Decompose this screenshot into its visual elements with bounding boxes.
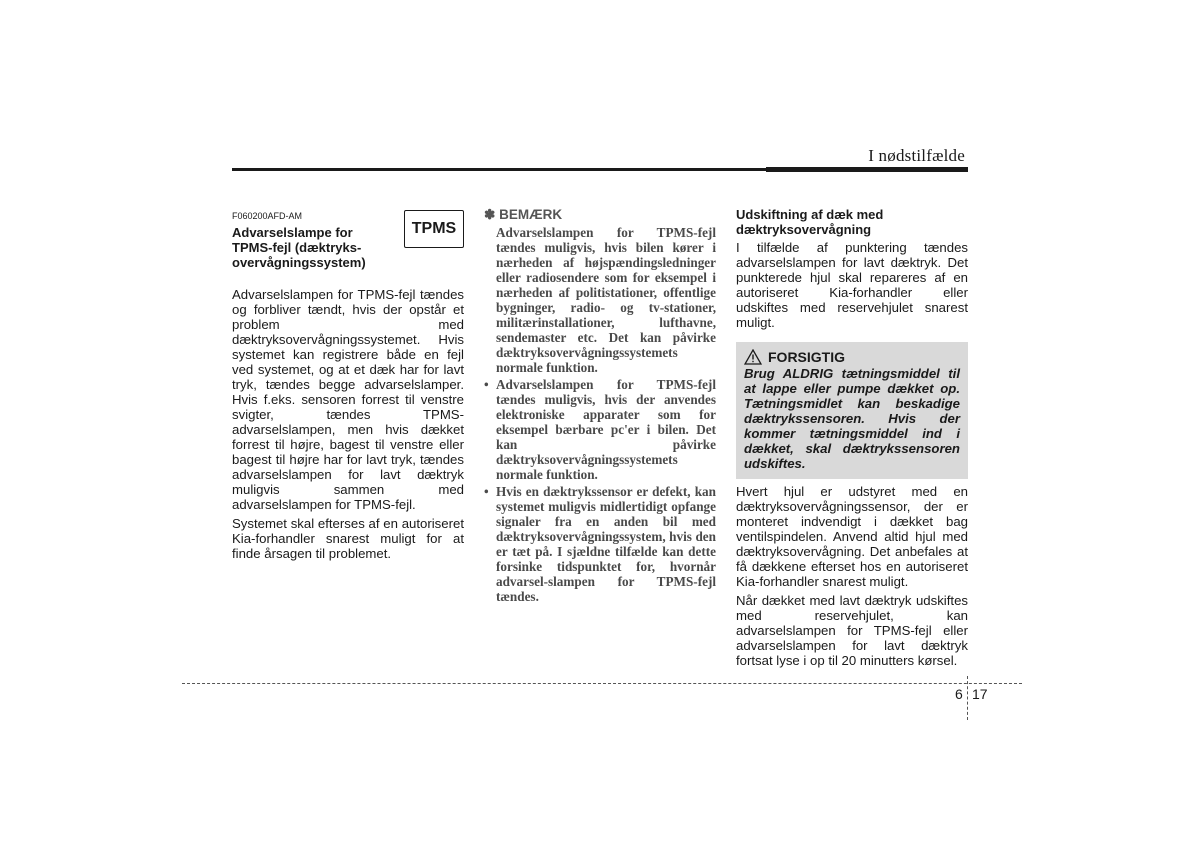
note-item-text: Advarselslampen for TPMS-fejl tændes muligvis, hvis bilen kører i nærheden af højspændingsledninger eller radiosendere som for eksempel i nærheden af politistationer, offentlige bygninger, radio- og tv-stationer, militærinstallationer, lufthavne, sendemaster etc. Det kan påvirke dæktryksovervågningssystemets normale funktion. — [496, 225, 716, 375]
bullet: • — [484, 377, 489, 392]
chapter-number: 6 — [955, 686, 963, 702]
body-paragraph: Hvert hjul er udstyret med en dæktryksovervågningssensor, der er monteret indvendigt i dækket bag ventilspindelen. Anvend altid hjul med dæktryksovervågning. Det anbefales at få dækkene efterset hos en autoriseret Kia-forhandler snarest muligt. — [736, 484, 968, 589]
caution-text: Brug ALDRIG tætningsmiddel til at lappe eller pumpe dækket op. Tætningsmidlet kan beskadige dæktrykssensoren. Hvis der kommer tætningsmiddel ind i dækket, skal dæktrykssensoren udskiftes. — [744, 366, 960, 471]
note-heading — [484, 207, 716, 223]
header-rule — [232, 168, 766, 171]
note-symbol-icon: ✽ — [484, 207, 496, 222]
warning-triangle-icon — [744, 349, 762, 365]
note-item — [484, 484, 716, 604]
caution-title: FORSIGTIG — [768, 349, 845, 365]
caution-heading — [744, 349, 960, 365]
header-rule-accent — [766, 167, 968, 172]
tpms-indicator-badge: TPMS — [404, 210, 464, 248]
bullet: • — [484, 484, 489, 499]
page-number: 17 — [972, 686, 988, 702]
note-item-text: Hvis en dæktrykssensor er defekt, kan systemet muligvis midlertidigt opfange signaler fra en anden bil med dæktryksovervågningssystem, hvis den er tæt på. I sjældne tilfælde kan dette forsinke tidspunktet for, hvornår advarsel-slampen for TPMS-fejl tændes. — [496, 484, 716, 604]
document-code: F060200AFD-AM — [232, 211, 303, 221]
note-item-text: Advarselslampen for TPMS-fejl tændes muligvis, hvis der anvendes elektroniske apparater som for eksempel bærbare pc'er i bilen. Det kan påvirke dæktryksovervågningssystemets normale funktion. — [496, 377, 716, 482]
body-paragraph: Når dækket med lavt dæktryk udskiftes med reservehjulet, kan advarselslampen for TPMS-fejl eller advarselslampen for lavt dæktryk fortsat lyse i op til 20 minutters kørsel. — [736, 593, 968, 668]
section-heading: Advarselslampe for TPMS-fejl (dæktryks-overvågningssystem) — [232, 225, 366, 270]
note-item — [484, 377, 716, 482]
section-heading: Udskiftning af dæk med dæktryksovervågning — [736, 207, 884, 237]
section-title: I nødstilfælde — [868, 146, 965, 165]
body-paragraph: Systemet skal efterses af en autoriseret Kia-forhandler snarest muligt for at finde årsagen til problemet. — [232, 516, 464, 561]
body-paragraph: I tilfælde af punktering tændes advarselslampen for lavt dæktryk. Det punkterede hjul skal repareres af en autoriseret Kia-forhandler eller udskiftes med reservehjulet snarest muligt. — [736, 240, 968, 330]
note-item — [484, 225, 716, 375]
note-title: BEMÆRK — [499, 207, 563, 222]
caution-box — [736, 342, 968, 479]
note-list — [484, 225, 716, 604]
footer-rule — [182, 683, 1022, 684]
left-column — [232, 210, 464, 561]
right-column — [736, 207, 968, 668]
footer-divider — [967, 676, 968, 720]
body-paragraph: Advarselslampen for TPMS-fejl tændes og forbliver tændt, hvis der opstår et problem med dæktryksovervågningssystemet. Hvis systemet kan registrere både en fejl ved systemet, og at et dæk har for lavt tryk, tændes begge advarselslamper. Hvis f.eks. sensoren forrest til venstre svigter, tændes TPMS-advarselslampen, men hvis dækket forrest til højre, bagest til venstre eller bagest til højre har for lavt tryk, tændes advarselslampen for lavt dæktryk muligvis sammen med advarselslampen for TPMS-fejl. — [232, 287, 464, 512]
middle-column — [484, 207, 716, 606]
